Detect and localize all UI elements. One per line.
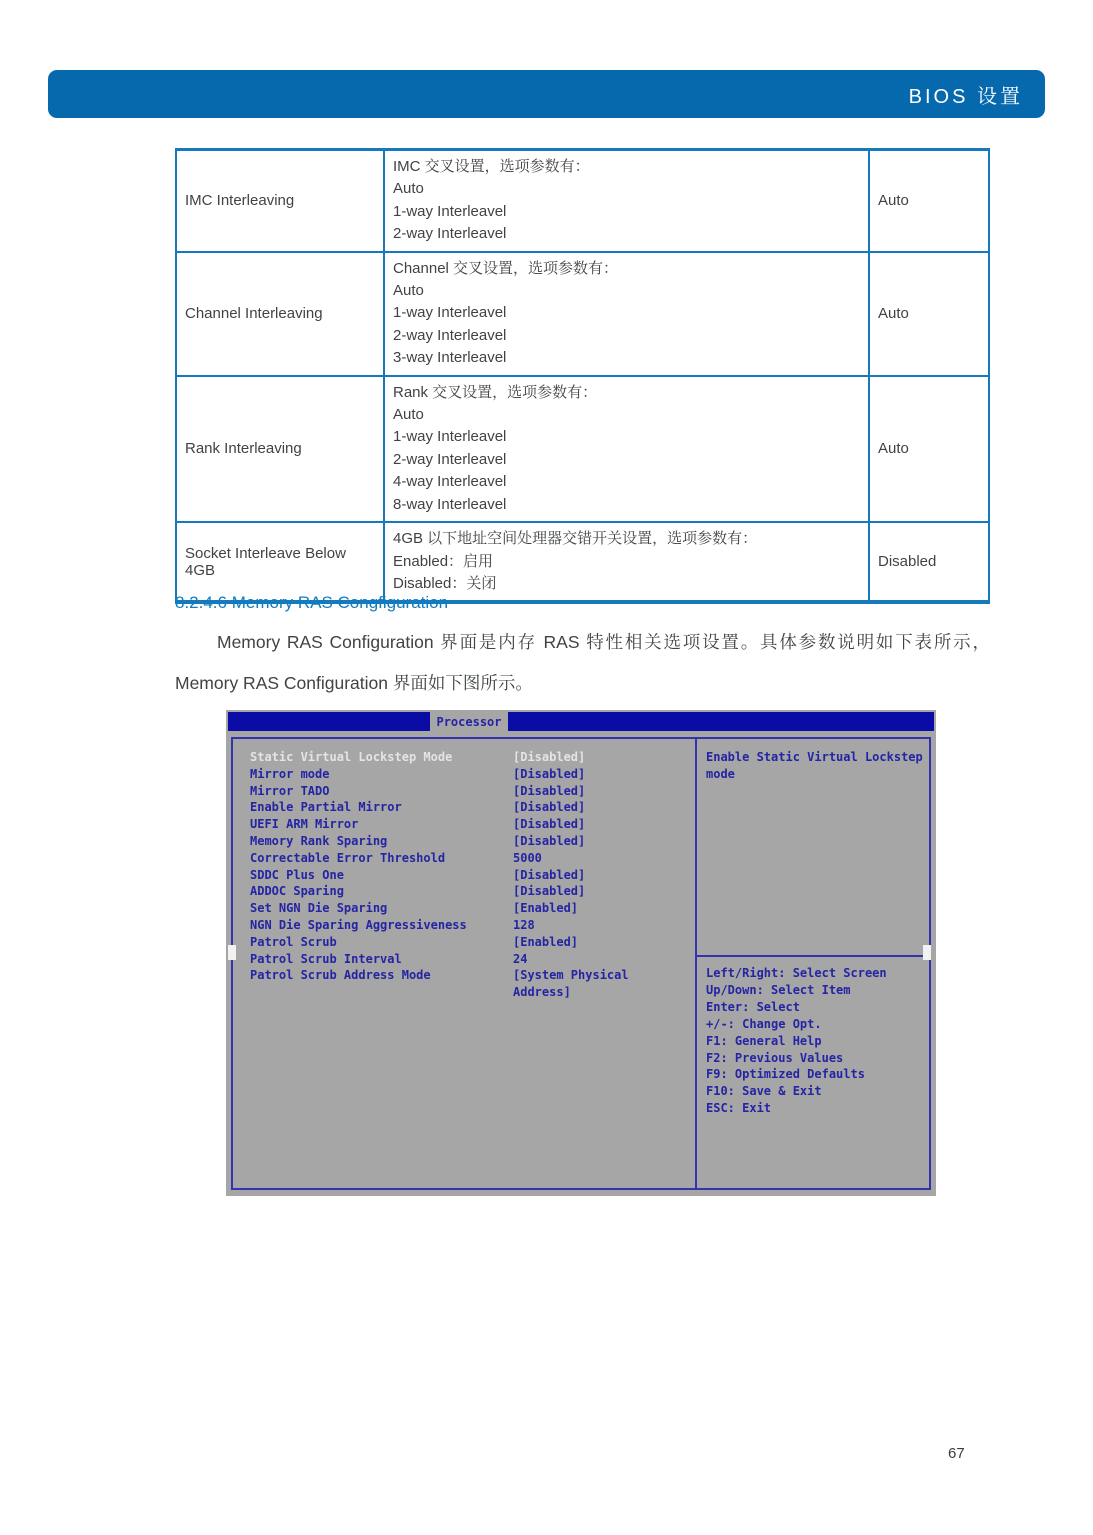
param-name-cell: IMC Interleaving bbox=[176, 150, 384, 252]
hotkey-line: F9: Optimized Defaults bbox=[706, 1067, 865, 1082]
setting-value: [Enabled] bbox=[513, 901, 579, 916]
param-name-cell: Socket Interleave Below 4GB bbox=[176, 522, 384, 602]
desc-line: 2-way Interleavel bbox=[393, 326, 507, 344]
bios-titlebar bbox=[228, 712, 934, 731]
desc-line: 1-way Interleavel bbox=[393, 304, 507, 322]
setting-label: SDDC Plus One bbox=[250, 867, 344, 882]
bios-setting-row bbox=[250, 816, 690, 833]
bios-screenshot bbox=[226, 710, 936, 1196]
desc-line: Auto bbox=[393, 406, 424, 424]
param-default-cell: Auto bbox=[869, 252, 989, 376]
setting-label: Patrol Scrub Address Mode bbox=[250, 968, 431, 983]
param-name-cell: Channel Interleaving bbox=[176, 252, 384, 376]
desc-line: Auto bbox=[393, 180, 424, 198]
setting-value: 128 bbox=[513, 917, 535, 932]
panel-divider bbox=[695, 739, 697, 1188]
setting-label: Patrol Scrub bbox=[250, 934, 337, 949]
desc-line: Rank 交叉设置，选项参数有： bbox=[393, 383, 598, 401]
scrollbar-thumb-right bbox=[923, 945, 931, 960]
bios-setting-row bbox=[250, 883, 690, 900]
setting-label: Correctable Error Threshold bbox=[250, 850, 446, 865]
setting-value: [Disabled] bbox=[513, 884, 586, 899]
page-title: BIOS 设置 bbox=[908, 85, 1023, 108]
bios-setting-row bbox=[250, 833, 690, 850]
setting-value: [System Physical Address] bbox=[513, 968, 629, 1000]
desc-line: 1-way Interleavel bbox=[393, 202, 507, 220]
setting-value: [Disabled] bbox=[513, 833, 586, 848]
desc-line: Channel 交叉设置，选项参数有： bbox=[393, 259, 619, 277]
hotkey-line: Left/Right: Select Screen bbox=[706, 966, 887, 980]
bios-help-text: Enable Static Virtual Lockstep mode bbox=[706, 750, 923, 781]
bios-setting-row bbox=[250, 917, 690, 934]
bios-hotkey-legend bbox=[706, 965, 928, 1117]
setting-label: ADDOC Sparing bbox=[250, 884, 344, 899]
desc-line: Auto bbox=[393, 282, 424, 300]
desc-line: 4-way Interleavel bbox=[393, 473, 507, 491]
param-default-cell: Auto bbox=[869, 376, 989, 522]
setting-value: [Disabled] bbox=[513, 750, 586, 764]
page-number: 67 bbox=[948, 1445, 965, 1462]
desc-line: 2-way Interleavel bbox=[393, 225, 507, 243]
hotkey-line: +/-: Change Opt. bbox=[706, 1016, 822, 1031]
setting-label: Mirror mode bbox=[250, 766, 330, 781]
hotkey-line: F2: Previous Values bbox=[706, 1050, 844, 1065]
setting-value: [Enabled] bbox=[513, 934, 579, 949]
bios-panel bbox=[231, 737, 931, 1190]
section-heading: 8.2.4.6 Memory RAS Congfiguration bbox=[175, 593, 449, 612]
bios-setting-row bbox=[250, 967, 690, 1001]
table-row bbox=[176, 150, 989, 252]
desc-line: 4GB 以下地址空间处理器交错开关设置，选项参数有： bbox=[393, 530, 758, 548]
setting-value: [Disabled] bbox=[513, 867, 586, 882]
bios-setting-row bbox=[250, 934, 690, 951]
desc-line: Disabled：关闭 bbox=[393, 574, 497, 592]
param-default-cell: Auto bbox=[869, 150, 989, 252]
desc-line: 1-way Interleavel bbox=[393, 428, 507, 446]
hotkey-line: ESC: Exit bbox=[706, 1101, 772, 1116]
setting-label: Patrol Scrub Interval bbox=[250, 951, 402, 966]
bios-setting-row bbox=[250, 749, 690, 766]
setting-label: Set NGN Die Sparing bbox=[250, 901, 388, 916]
setting-value: 5000 bbox=[513, 850, 542, 865]
desc-line: 8-way Interleavel bbox=[393, 495, 507, 513]
hotkey-line: F1: General Help bbox=[706, 1033, 822, 1048]
table-row bbox=[176, 252, 989, 376]
bios-setting-row bbox=[250, 951, 690, 968]
hotkey-line: Enter: Select bbox=[706, 999, 800, 1014]
table-row bbox=[176, 522, 989, 602]
setting-label: Enable Partial Mirror bbox=[250, 800, 402, 815]
setting-value: 24 bbox=[513, 951, 528, 966]
bios-setting-row bbox=[250, 799, 690, 816]
help-divider bbox=[697, 955, 929, 957]
setting-label: Memory Rank Sparing bbox=[250, 833, 388, 848]
param-desc-cell bbox=[384, 376, 869, 522]
setting-label: NGN Die Sparing Aggressiveness bbox=[250, 917, 467, 932]
table-row bbox=[176, 376, 989, 522]
parameter-table bbox=[175, 148, 990, 604]
bios-setting-row bbox=[250, 766, 690, 783]
param-name-cell: Rank Interleaving bbox=[176, 376, 384, 522]
bios-setting-row bbox=[250, 783, 690, 800]
setting-value: [Disabled] bbox=[513, 800, 586, 815]
param-desc-cell bbox=[384, 252, 869, 376]
param-default-cell: Disabled bbox=[869, 522, 989, 602]
hotkey-line: Up/Down: Select Item bbox=[706, 982, 851, 997]
setting-value: [Disabled] bbox=[513, 766, 586, 781]
bios-settings-list bbox=[250, 749, 690, 1001]
bios-setting-row bbox=[250, 867, 690, 884]
scrollbar-thumb-left bbox=[228, 945, 236, 960]
header-bar bbox=[48, 70, 1045, 118]
param-desc-cell bbox=[384, 150, 869, 252]
desc-line: Enabled：启用 bbox=[393, 552, 494, 570]
setting-value: [Disabled] bbox=[513, 817, 586, 832]
tab-processor: Processor bbox=[430, 712, 508, 731]
desc-line: IMC 交叉设置，选项参数有： bbox=[393, 158, 590, 175]
desc-line: 2-way Interleavel bbox=[393, 450, 507, 468]
section-paragraph: Memory RAS Configuration 界面是内存 RAS 特性相关选项设置。具体参数说明如下表所示，Memory RAS Configuration 界面如下图所示。 bbox=[175, 632, 990, 693]
param-desc-cell bbox=[384, 522, 869, 602]
setting-label: Mirror TADO bbox=[250, 783, 330, 798]
desc-line: 3-way Interleavel bbox=[393, 349, 507, 367]
setting-label: UEFI ARM Mirror bbox=[250, 817, 359, 832]
bios-setting-row bbox=[250, 900, 690, 917]
bios-setting-row bbox=[250, 850, 690, 867]
setting-value: [Disabled] bbox=[513, 783, 586, 798]
setting-label: Static Virtual Lockstep Mode bbox=[250, 750, 453, 764]
hotkey-line: F10: Save & Exit bbox=[706, 1084, 822, 1099]
